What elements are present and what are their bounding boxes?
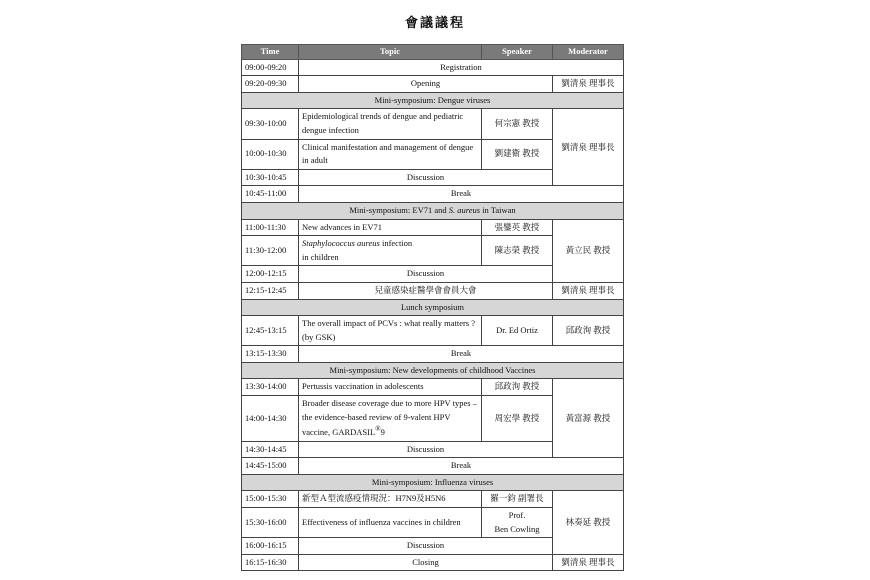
time-cell: 09:00-09:20 [242,59,299,76]
time-cell: 15:30-16:00 [242,508,299,538]
topic-cell: The overall impact of PCVs : what really matters ? (by GSK) [299,316,482,346]
agenda-table [241,44,624,571]
speaker-cell: 陳志榮 教授 [482,236,553,266]
event-cell: Break [299,346,624,363]
topic-text: Broader disease coverage due to more HPV types – the evidence-based review of 9-valent HPV vaccine, GARDASIL [302,398,477,438]
topic-cell [299,396,482,442]
event-cell: Opening [299,76,553,93]
time-cell: 12:45-13:15 [242,316,299,346]
moderator-cell: 劉清泉 理事長 [553,554,624,571]
moderator-cell: 黃富源 教授 [553,379,624,458]
time-cell: 10:30-10:45 [242,169,299,186]
time-cell: 09:30-10:00 [242,109,299,139]
event-cell: Break [299,186,624,203]
moderator-cell: 黃立民 教授 [553,219,624,282]
moderator-cell: 邱政洵 教授 [553,316,624,346]
section-title: Mini-symposium: Influenza viruses [242,474,624,491]
time-cell: 14:45-15:00 [242,458,299,475]
section-row [242,299,624,316]
table-row [242,282,624,299]
moderator-cell: 劉清泉 理事長 [553,109,624,186]
table-row [242,491,624,508]
speaker-cell [482,508,553,538]
moderator-cell: 林奏延 教授 [553,491,624,554]
section-title-em: S. aureus [448,204,481,215]
event-cell: Registration [299,59,624,76]
event-cell: Discussion [299,441,553,458]
event-cell: Discussion [299,266,553,283]
topic-line1-post: infection [379,238,413,249]
speaker-cell: 何宗憲 教授 [482,109,553,139]
speaker-cell: 張鑾英 教授 [482,219,553,236]
topic-post: 9 [380,427,385,438]
topic-cell: New advances in EV71 [299,219,482,236]
section-title-pre: Mini-symposium: EV71 and [349,204,449,215]
time-cell: 16:00-16:15 [242,538,299,555]
time-cell: 14:00-14:30 [242,396,299,442]
section-title: Lunch symposium [242,299,624,316]
table-row [242,346,624,363]
time-cell: 11:30-12:00 [242,236,299,266]
time-cell: 15:00-15:30 [242,491,299,508]
section-row [242,202,624,219]
page-title: 會議議程 [404,15,465,30]
topic-cell: 新型Ａ型流感疫情現況：H7N9及H5N6 [299,491,482,508]
event-cell: Closing [299,554,553,571]
table-row [242,186,624,203]
moderator-cell: 劉清泉 理事長 [553,76,624,93]
time-cell: 10:00-10:30 [242,139,299,169]
header-time: Time [242,45,299,60]
table-row [242,316,624,346]
section-row [242,474,624,491]
time-cell: 10:45-11:00 [242,186,299,203]
event-cell: 兒童感染症醫學會會員大會 [299,282,553,299]
time-cell: 13:15-13:30 [242,346,299,363]
speaker-line1: Prof. [508,510,526,521]
speaker-cell: 羅一鈞 副署長 [482,491,553,508]
table-row [242,109,624,139]
time-cell: 13:30-14:00 [242,379,299,396]
table-row [242,379,624,396]
header-moderator: Moderator [553,45,624,60]
table-row [242,219,624,236]
time-cell: 12:15-12:45 [242,282,299,299]
speaker-cell: 邱政洵 教授 [482,379,553,396]
topic-cell: Effectiveness of influenza vaccines in children [299,508,482,538]
topic-cell: Clinical manifestation and management of dengue in adult [299,139,482,169]
header-speaker: Speaker [482,45,553,60]
topic-cell [299,236,482,266]
event-cell: Break [299,458,624,475]
event-cell: Discussion [299,538,553,555]
time-cell: 11:00-11:30 [242,219,299,236]
topic-line2: in children [302,251,339,262]
event-cell: Discussion [299,169,553,186]
speaker-cell: Dr. Ed Ortiz [482,316,553,346]
time-cell: 12:00-12:15 [242,266,299,283]
table-row [242,59,624,76]
section-title: Mini-symposium: Dengue viruses [242,92,624,109]
section-title: Mini-symposium: New developments of childhood Vaccines [242,362,624,379]
section-title [242,202,624,219]
topic-cell: Epidemiological trends of dengue and pediatric dengue infection [299,109,482,139]
table-row [242,554,624,571]
header-topic: Topic [299,45,482,60]
table-row [242,76,624,93]
topic-em: Staphylococcus aureus [302,238,380,249]
speaker-cell: 劉建衛 教授 [482,139,553,169]
table-row [242,458,624,475]
time-cell: 09:20-09:30 [242,76,299,93]
section-title-post: in Taiwan [480,204,516,215]
section-row [242,92,624,109]
speaker-cell: 周宏學 教授 [482,396,553,442]
time-cell: 14:30-14:45 [242,441,299,458]
speaker-line2: Ben Cowling [494,523,540,534]
section-row [242,362,624,379]
time-cell: 16:15-16:30 [242,554,299,571]
topic-cell: Pertussis vaccination in adolescents [299,379,482,396]
moderator-cell: 劉清泉 理事長 [553,282,624,299]
table-header-row [242,45,624,60]
registered-mark: ® [375,425,381,434]
